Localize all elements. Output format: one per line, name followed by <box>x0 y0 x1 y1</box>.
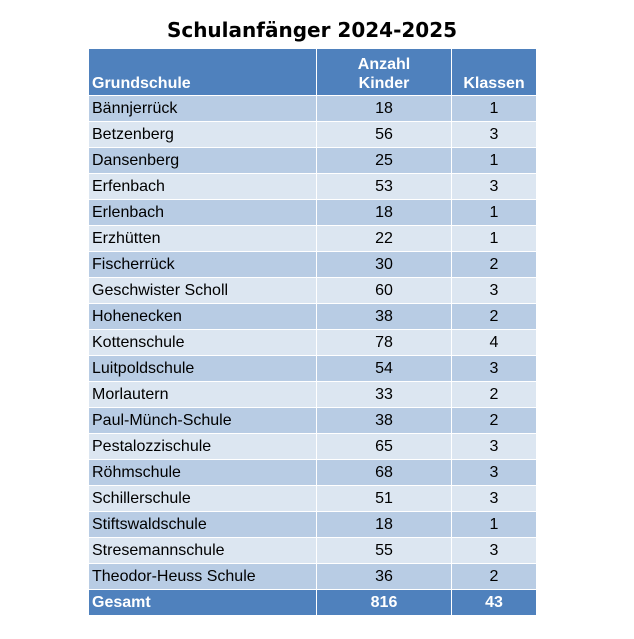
total-children: 816 <box>317 590 452 616</box>
table-row <box>89 538 537 564</box>
cell-classes: 2 <box>452 382 537 408</box>
cell-children: 78 <box>317 330 452 356</box>
cell-children: 53 <box>317 174 452 200</box>
cell-school: Schillerschule <box>89 486 317 512</box>
cell-children: 18 <box>317 96 452 122</box>
cell-children: 60 <box>317 278 452 304</box>
cell-school: Betzenberg <box>89 122 317 148</box>
cell-school: Luitpoldschule <box>89 356 317 382</box>
table-row <box>89 278 537 304</box>
table-row <box>89 434 537 460</box>
table-row <box>89 148 537 174</box>
cell-school: Kottenschule <box>89 330 317 356</box>
column-header-children-line2: Kinder <box>358 75 410 92</box>
cell-classes: 3 <box>452 278 537 304</box>
cell-children: 56 <box>317 122 452 148</box>
cell-classes: 3 <box>452 538 537 564</box>
cell-children: 51 <box>317 486 452 512</box>
cell-children: 65 <box>317 434 452 460</box>
cell-classes: 1 <box>452 226 537 252</box>
cell-children: 54 <box>317 356 452 382</box>
cell-children: 55 <box>317 538 452 564</box>
table-row <box>89 486 537 512</box>
table-header-row <box>89 49 537 96</box>
cell-school: Stiftswaldschule <box>89 512 317 538</box>
cell-school: Hohenecken <box>89 304 317 330</box>
cell-children: 68 <box>317 460 452 486</box>
cell-school: Röhmschule <box>89 460 317 486</box>
cell-classes: 4 <box>452 330 537 356</box>
cell-classes: 2 <box>452 564 537 590</box>
total-row <box>89 590 537 616</box>
table-row <box>89 200 537 226</box>
cell-classes: 3 <box>452 460 537 486</box>
cell-school: Dansenberg <box>89 148 317 174</box>
column-header-children <box>317 49 452 96</box>
cell-school: Theodor-Heuss Schule <box>89 564 317 590</box>
cell-children: 18 <box>317 512 452 538</box>
column-header-classes: Klassen <box>452 49 537 96</box>
cell-school: Bännjerrück <box>89 96 317 122</box>
cell-classes: 3 <box>452 434 537 460</box>
table-row <box>89 356 537 382</box>
cell-classes: 1 <box>452 148 537 174</box>
table-row <box>89 330 537 356</box>
table-row <box>89 382 537 408</box>
cell-classes: 1 <box>452 96 537 122</box>
cell-children: 25 <box>317 148 452 174</box>
cell-classes: 3 <box>452 356 537 382</box>
cell-classes: 2 <box>452 408 537 434</box>
cell-school: Fischerrück <box>89 252 317 278</box>
cell-children: 38 <box>317 304 452 330</box>
cell-children: 18 <box>317 200 452 226</box>
total-label: Gesamt <box>89 590 317 616</box>
table-row <box>89 174 537 200</box>
cell-school: Morlautern <box>89 382 317 408</box>
cell-children: 38 <box>317 408 452 434</box>
cell-classes: 2 <box>452 252 537 278</box>
column-header-children-line1: Anzahl <box>357 56 411 73</box>
table-row <box>89 408 537 434</box>
table-row <box>89 96 537 122</box>
enrollment-table <box>88 48 537 616</box>
cell-school: Stresemannschule <box>89 538 317 564</box>
table-row <box>89 512 537 538</box>
page-title: Schulanfänger 2024-2025 <box>166 18 458 42</box>
cell-school: Paul-Münch-Schule <box>89 408 317 434</box>
cell-school: Erfenbach <box>89 174 317 200</box>
cell-classes: 3 <box>452 122 537 148</box>
table-row <box>89 564 537 590</box>
cell-children: 36 <box>317 564 452 590</box>
cell-school: Erzhütten <box>89 226 317 252</box>
column-header-school: Grundschule <box>89 49 317 96</box>
cell-classes: 1 <box>452 200 537 226</box>
cell-classes: 2 <box>452 304 537 330</box>
table-row <box>89 460 537 486</box>
cell-classes: 3 <box>452 486 537 512</box>
table-row <box>89 304 537 330</box>
total-classes: 43 <box>452 590 537 616</box>
table-row <box>89 252 537 278</box>
cell-children: 22 <box>317 226 452 252</box>
cell-classes: 3 <box>452 174 537 200</box>
cell-school: Pestalozzischule <box>89 434 317 460</box>
table-row <box>89 122 537 148</box>
table-row <box>89 226 537 252</box>
cell-school: Geschwister Scholl <box>89 278 317 304</box>
cell-classes: 1 <box>452 512 537 538</box>
cell-children: 33 <box>317 382 452 408</box>
cell-children: 30 <box>317 252 452 278</box>
cell-school: Erlenbach <box>89 200 317 226</box>
